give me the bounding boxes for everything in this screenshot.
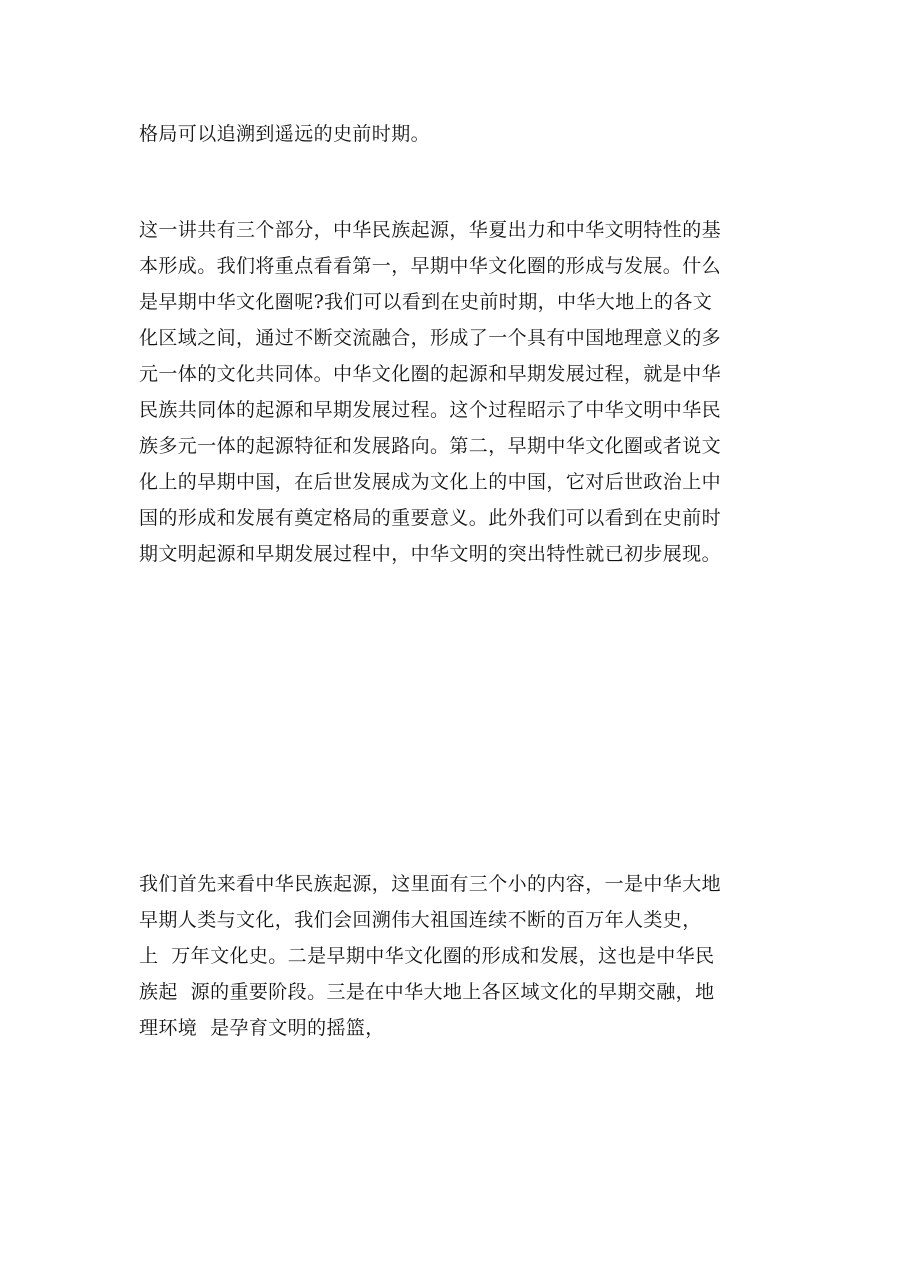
text-line: 族起 源的重要阶段。三是在中华大地上各区域文化的早期交融，地	[139, 981, 715, 1003]
text-line: 化上的早期中国，在后世发展成为文化上的中国，它对后世政治上中	[139, 471, 722, 493]
text-line: 国的形成和发展有奠定格局的重要意义。此外我们可以看到在史前时	[139, 507, 722, 529]
text-line: 民族共同体的起源和早期发展过程。这个过程昭示了中华文明中华民	[139, 399, 722, 421]
text-line: 格局可以追溯到遥远的史前时期。	[139, 123, 431, 145]
paragraph-1	[139, 116, 430, 152]
text-line: 本形成。我们将重点看看第一，早期中华文化圈的形成与发展。什么	[139, 255, 722, 277]
paragraph-2	[139, 212, 721, 572]
text-line: 族多元一体的起源特征和发展路向。第二，早期中华文化圈或者说文	[139, 435, 722, 457]
text-line: 早期人类与文化，我们会回溯伟大祖国连续不断的百万年人类史，	[139, 909, 702, 931]
text-line: 化区域之间，通过不断交流融合，形成了一个具有中国地理意义的多	[139, 327, 722, 349]
paragraph-3	[139, 866, 721, 1046]
text-line: 元一体的文化共同体。中华文化圈的起源和早期发展过程，就是中华	[139, 363, 722, 385]
text-line: 这一讲共有三个部分，中华民族起源，华夏出力和中华文明特性的基	[139, 219, 722, 241]
text-line: 上 万年文化史。二是早期中华文化圈的形成和发展，这也是中华民	[139, 945, 715, 967]
text-line: 是早期中华文化圈呢?我们可以看到在史前时期，中华大地上的各文	[139, 291, 713, 313]
text-line: 期文明起源和早期发展过程中，中华文明的突出特性就已初步展现。	[139, 543, 722, 565]
text-line: 理环境 是孕育文明的摇篮，	[139, 1017, 385, 1039]
text-line: 我们首先来看中华民族起源，这里面有三个小的内容，一是中华大地	[139, 873, 722, 895]
